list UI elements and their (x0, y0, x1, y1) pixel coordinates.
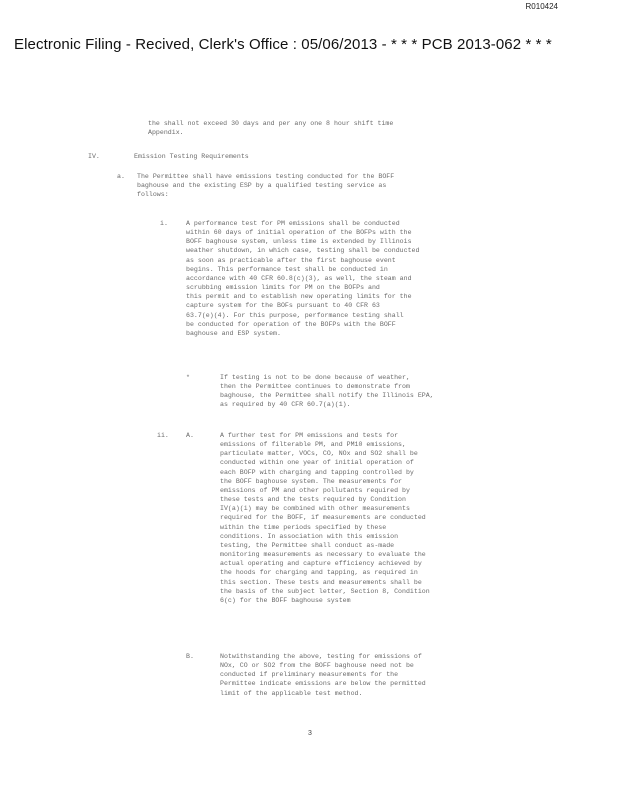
bullet-marker: * (186, 374, 190, 381)
item-a-letter: a. (117, 173, 125, 180)
item-ii-letter: A. (186, 432, 194, 439)
item-i-number: i. (160, 220, 168, 227)
item-a-paragraph: The Permittee shall have emissions testing conducted for the BOFF baghouse and the existing ESP by a qualified testing service as follows: (137, 173, 395, 199)
page-id-stamp: R010424 (525, 2, 558, 11)
bullet-paragraph: If testing is not to be done because of weather, then the Permittee continues to demonstrate from baghouse, the Permittee shall notify the Illinois EPA, as required by 40 CFR 60.7(a)(1). (220, 374, 434, 409)
section-heading: Emission Testing Requirements (134, 153, 249, 160)
item-b-paragraph: Notwithstanding the above, testing for emissions of NOx, CO or SO2 from the BOFF baghouse need not be conducted if preliminary measurements for the Permittee indicate emissions are below the permitted limit of the applicable test method. (220, 653, 426, 697)
item-i-paragraph: A performance test for PM emissions shall be conducted within 60 days of initial operation of the BOFPs with the BOFF baghouse system, unless time is extended by Illinois weather shutdown, in which case, testing shall be conducted as soon as practicable after the first baghouse event begins. This performance test shall be conducted in accordance with 40 CFR 60.8(c)(3), as well, the steam and scrubbing emission limits for PM on the BOFPs and this permit and to establish new operating limits for the capture system for the BOFs pursuant to 40 CFR 63 63.7(e)(4). For this purpose, performance testing shall be conducted for operation of the BOFPs with the BOFF baghouse and ESP system. (186, 220, 420, 337)
intro-paragraph: the shall not exceed 30 days and per any one 8 hour shift time Appendix. (148, 120, 394, 137)
item-ii-paragraph: A further test for PM emissions and tests for emissions of filterable PM, and PM10 emissions, particulate matter, VOCs, CO, NOx and SO2 shall be conducted within one year of initial operation of each BOFP with charging and tapping controlled by the BOFF baghouse system. The measurements for emissions of PM and other pollutants required by these tests and the tests required by Condition IV(a)(i) may be combined with other measurements required for the BOFF, if measurements are conducted within the time periods specified by these conditions. In association with this emission testing, the Permittee shall conduct as-made monitoring measurements as necessary to evaluate the actual operating and capture efficiency achieved by the hoods for charging and tapping, as required in this section. These tests and measurements shall be the basis of the subject letter, Section 8, Condition 6(c) for the BOFF baghouse system (220, 432, 430, 604)
item-b-letter: B. (186, 653, 194, 660)
page-number: 3 (308, 730, 312, 737)
filing-banner: Electronic Filing - Recived, Clerk's Office : 05/06/2013 - * * * PCB 2013-062 * * * (14, 36, 552, 53)
section-number: IV. (88, 153, 100, 160)
item-ii-number: ii. (157, 432, 169, 439)
